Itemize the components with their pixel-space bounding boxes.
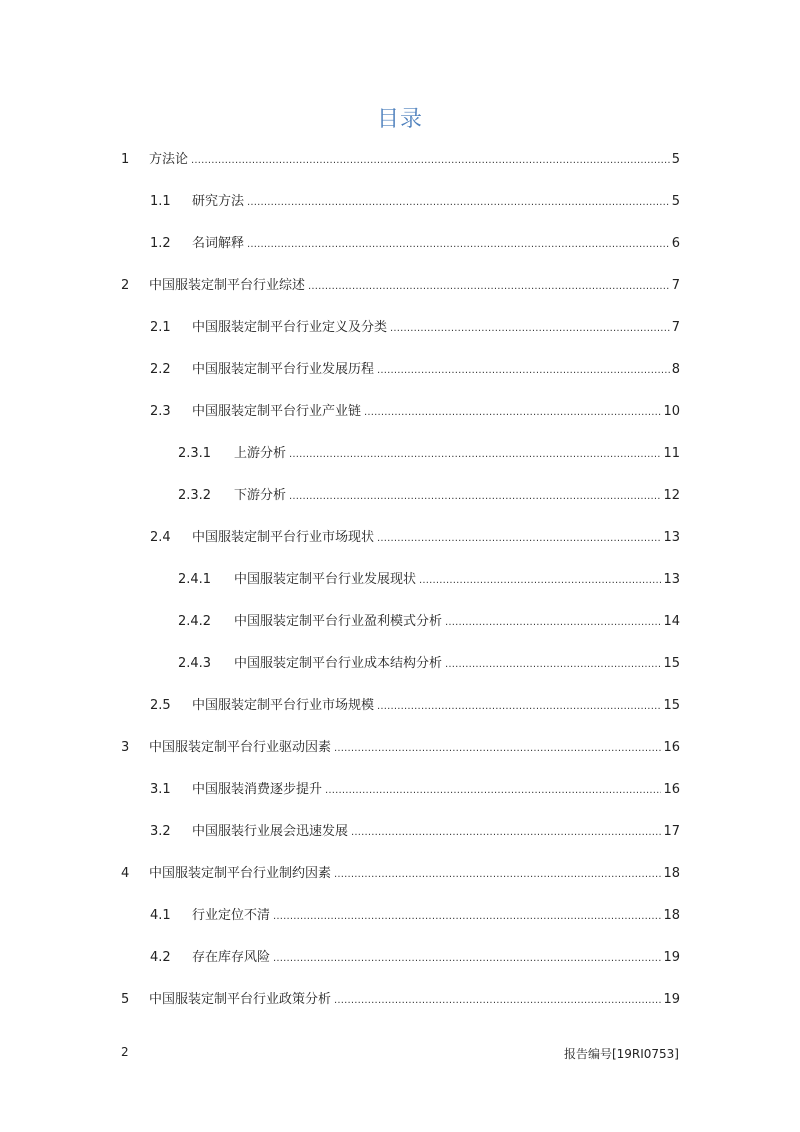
toc-leader-dots: [390, 319, 670, 339]
toc-entry-number: 4: [121, 866, 130, 881]
toc-leader-dots: [289, 487, 661, 507]
toc-leader-dots: [273, 907, 661, 927]
toc-entry-page: 5: [671, 194, 680, 209]
toc-entry-number: 1: [121, 152, 130, 167]
toc-leader-dots: [289, 445, 661, 465]
toc-entry-page: 8: [671, 362, 680, 377]
toc-entry-label: 中国服装定制平台行业市场规模: [192, 698, 375, 713]
toc-entry-page: 18: [663, 866, 680, 881]
toc-entry[interactable]: [121, 990, 680, 1010]
toc-leader-dots: [377, 529, 661, 549]
toc-entry-label: 方法论: [149, 152, 189, 167]
toc-entry[interactable]: [150, 822, 680, 842]
toc-leader-dots: [325, 781, 661, 801]
toc-leader-dots: [308, 277, 670, 297]
toc-entry-page: 7: [671, 278, 680, 293]
toc-entry[interactable]: [121, 738, 680, 758]
toc-leader-dots: [377, 361, 670, 381]
toc-entry[interactable]: [178, 486, 680, 506]
toc-leader-dots: [377, 697, 661, 717]
toc-entry[interactable]: [150, 192, 680, 212]
toc-entry-page: 6: [671, 236, 680, 251]
toc-entry-label: 中国服装定制平台行业市场现状: [192, 530, 375, 545]
toc-entry-page: 15: [663, 698, 680, 713]
toc-entry[interactable]: [150, 696, 680, 716]
toc-entry-label: 中国服装定制平台行业驱动因素: [149, 740, 332, 755]
toc-entry-page: 16: [663, 740, 680, 755]
toc-entry-page: 18: [663, 908, 680, 923]
toc-entry-label: 中国服装定制平台行业综述: [149, 278, 306, 293]
toc-entry[interactable]: [150, 234, 680, 254]
toc-entry[interactable]: [150, 948, 680, 968]
toc-entry-number: 2.2: [150, 362, 171, 377]
toc-entry-label: 存在库存风险: [192, 950, 271, 965]
toc-entry[interactable]: [121, 276, 680, 296]
toc-entry-label: 中国服装定制平台行业政策分析: [149, 992, 332, 1007]
toc-entry-number: 2.4.2: [178, 614, 212, 629]
toc-entry[interactable]: [150, 780, 680, 800]
toc-entry-number: 2: [121, 278, 130, 293]
toc-entry-number: 2.1: [150, 320, 171, 335]
toc-entry-page: 12: [663, 488, 680, 503]
toc-entry-number: 2.3: [150, 404, 171, 419]
toc-leader-dots: [247, 193, 670, 213]
toc-entry[interactable]: [150, 402, 680, 422]
toc-entry-label: 中国服装行业展会迅速发展: [192, 824, 349, 839]
toc-entry-label: 中国服装定制平台行业发展历程: [192, 362, 375, 377]
toc-entry-number: 2.4: [150, 530, 171, 545]
toc-entry-label: 上游分析: [234, 446, 287, 461]
toc-entry-label: 行业定位不清: [192, 908, 271, 923]
toc-entry-number: 3.2: [150, 824, 171, 839]
toc-entry-label: 中国服装消费逐步提升: [192, 782, 323, 797]
toc-entry[interactable]: [178, 570, 680, 590]
toc-leader-dots: [445, 655, 661, 675]
toc-entry-number: 3.1: [150, 782, 171, 797]
toc-leader-dots: [334, 865, 661, 885]
toc-leader-dots: [334, 991, 661, 1011]
toc-entry-page: 17: [663, 824, 680, 839]
toc-entry-page: 15: [663, 656, 680, 671]
toc-entry-number: 5: [121, 992, 130, 1007]
toc-entry-label: 研究方法: [192, 194, 245, 209]
toc-entry-label: 中国服装定制平台行业产业链: [192, 404, 362, 419]
toc-entry-page: 19: [663, 950, 680, 965]
toc-entry[interactable]: [150, 360, 680, 380]
toc-title: 目录: [376, 107, 423, 132]
toc-entry-number: 4.2: [150, 950, 171, 965]
toc-entry-label: 中国服装定制平台行业制约因素: [149, 866, 332, 881]
toc-entry[interactable]: [178, 612, 680, 632]
toc-entry-page: 19: [663, 992, 680, 1007]
toc-entry-number: 1.2: [150, 236, 171, 251]
toc-entry-number: 2.5: [150, 698, 171, 713]
toc-entry-page: 5: [671, 152, 680, 167]
footer-report-id: 报告编号[19RI0753]: [563, 1047, 679, 1061]
toc-entry[interactable]: [150, 528, 680, 548]
toc-entry-number: 2.3.1: [178, 446, 212, 461]
toc-entry-label: 中国服装定制平台行业盈利模式分析: [234, 614, 443, 629]
toc-leader-dots: [273, 949, 661, 969]
toc-entry-number: 4.1: [150, 908, 171, 923]
toc-entry-page: 14: [663, 614, 680, 629]
toc-entry-page: 7: [671, 320, 680, 335]
toc-entry-number: 2.3.2: [178, 488, 212, 503]
toc-entry-number: 1.1: [150, 194, 171, 209]
toc-entry-page: 13: [663, 530, 680, 545]
toc-entry-number: 2.4.1: [178, 572, 212, 587]
toc-entry-number: 3: [121, 740, 130, 755]
toc-entry-label: 下游分析: [234, 488, 287, 503]
toc-entry-label: 名词解释: [192, 236, 245, 251]
toc-entry-page: 13: [663, 572, 680, 587]
toc-entry-number: 2.4.3: [178, 656, 212, 671]
toc-leader-dots: [191, 151, 670, 171]
toc-leader-dots: [364, 403, 661, 423]
toc-entry[interactable]: [121, 150, 680, 170]
toc-entry-label: 中国服装定制平台行业发展现状: [234, 572, 417, 587]
toc-entry[interactable]: [121, 864, 680, 884]
toc-leader-dots: [334, 739, 661, 759]
toc-entry-page: 10: [663, 404, 680, 419]
toc-leader-dots: [419, 571, 661, 591]
footer-page-number: 2: [121, 1045, 129, 1059]
toc-entry-page: 16: [663, 782, 680, 797]
toc-entry[interactable]: [150, 906, 680, 926]
toc-entry[interactable]: [150, 318, 680, 338]
toc-entry-label: 中国服装定制平台行业定义及分类: [192, 320, 388, 335]
toc-leader-dots: [445, 613, 661, 633]
toc-leader-dots: [351, 823, 661, 843]
toc-entry-page: 11: [663, 446, 680, 461]
toc-entry-label: 中国服装定制平台行业成本结构分析: [234, 656, 443, 671]
toc-leader-dots: [247, 235, 670, 255]
toc-entry[interactable]: [178, 654, 680, 674]
toc-entry[interactable]: [178, 444, 680, 464]
